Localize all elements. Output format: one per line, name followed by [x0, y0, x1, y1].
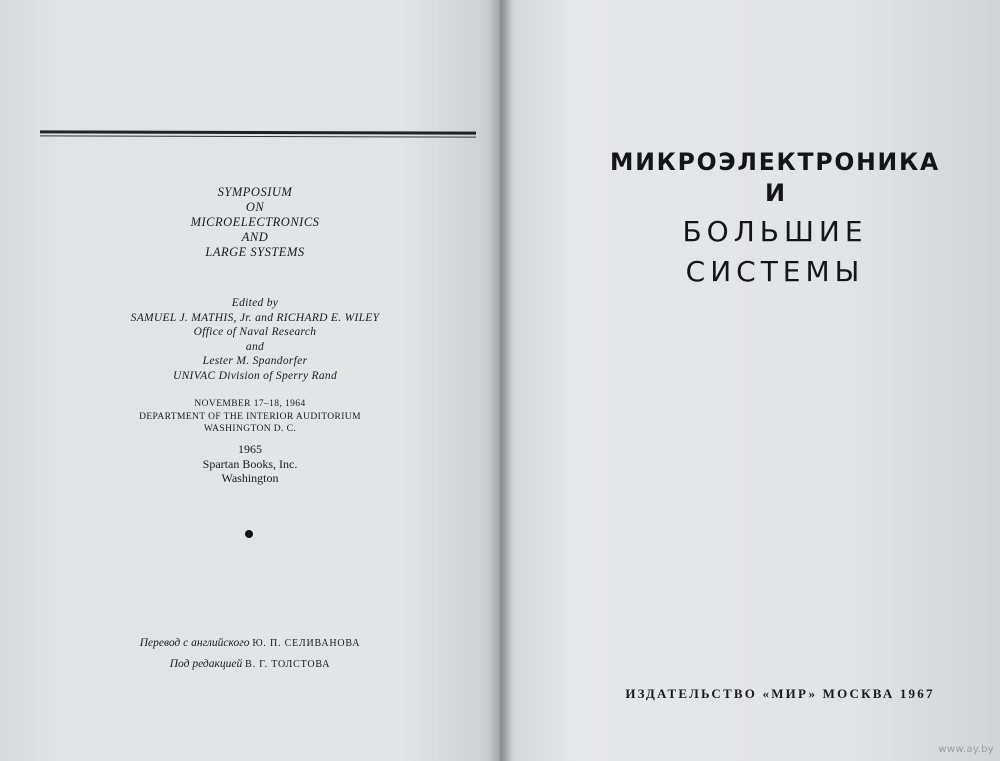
russian-title-line: СИСТЕМЫ — [685, 255, 865, 288]
editors-line: SAMUEL J. MATHIS, Jr. and RICHARD E. WILEY — [130, 311, 380, 324]
translator-prefix: Перевод с английского — [139, 637, 250, 649]
russian-title-line: БОЛЬШИЕ — [682, 215, 868, 248]
symposium-title-line: ON — [245, 200, 265, 214]
double-rule-thick — [40, 130, 476, 134]
symposium-title-line: LARGE SYSTEMS — [205, 245, 305, 259]
publisher-name: Spartan Books, Inc. — [202, 456, 298, 471]
conference-block — [100, 398, 400, 436]
editors-line: Office of Naval Research — [193, 326, 317, 338]
bullet-dot — [245, 530, 253, 538]
editor-line — [90, 654, 410, 675]
conference-line: DEPARTMENT OF THE INTERIOR AUDITORIUM — [139, 411, 361, 422]
translator-line — [90, 633, 410, 654]
russian-title-line: И — [764, 179, 786, 207]
russian-title-line: МИКРОЭЛЕКТРОНИКА — [610, 148, 940, 176]
publisher-imprint: ИЗДАТЕЛЬСТВО «МИР» МОСКВА 1967 — [625, 686, 935, 701]
symposium-title-line: AND — [241, 230, 269, 244]
editor-name: В. Г. ТОЛСТОВА — [245, 659, 331, 670]
conference-line: NOVEMBER 17–18, 1964 — [194, 399, 306, 409]
conference-line: WASHINGTON D. C. — [203, 424, 297, 434]
double-rule-thin — [40, 135, 476, 137]
publisher-city: Washington — [221, 471, 279, 485]
symposium-title-line: SYMPOSIUM — [217, 185, 293, 199]
book-gutter — [488, 0, 512, 761]
editor-prefix: Под редакцией — [169, 658, 243, 670]
editors-block — [80, 296, 430, 383]
publisher-year: 1965 — [238, 442, 262, 456]
editors-line: Lester M. Spandorfer — [202, 355, 308, 367]
russian-title — [590, 146, 960, 292]
editors-line: and — [245, 340, 265, 353]
publisher-block — [150, 442, 350, 486]
editors-line: UNIVAC Division of Sperry Rand — [172, 369, 338, 382]
translator-name: Ю. П. СЕЛИВАНОВА — [252, 638, 361, 649]
symposium-title-line: MICROELECTRONICS — [190, 215, 320, 229]
symposium-title — [140, 185, 370, 260]
watermark: www.ay.by — [938, 744, 994, 755]
right-page — [500, 0, 1000, 761]
editors-line: Edited by — [231, 297, 279, 309]
translation-credits — [90, 633, 410, 675]
